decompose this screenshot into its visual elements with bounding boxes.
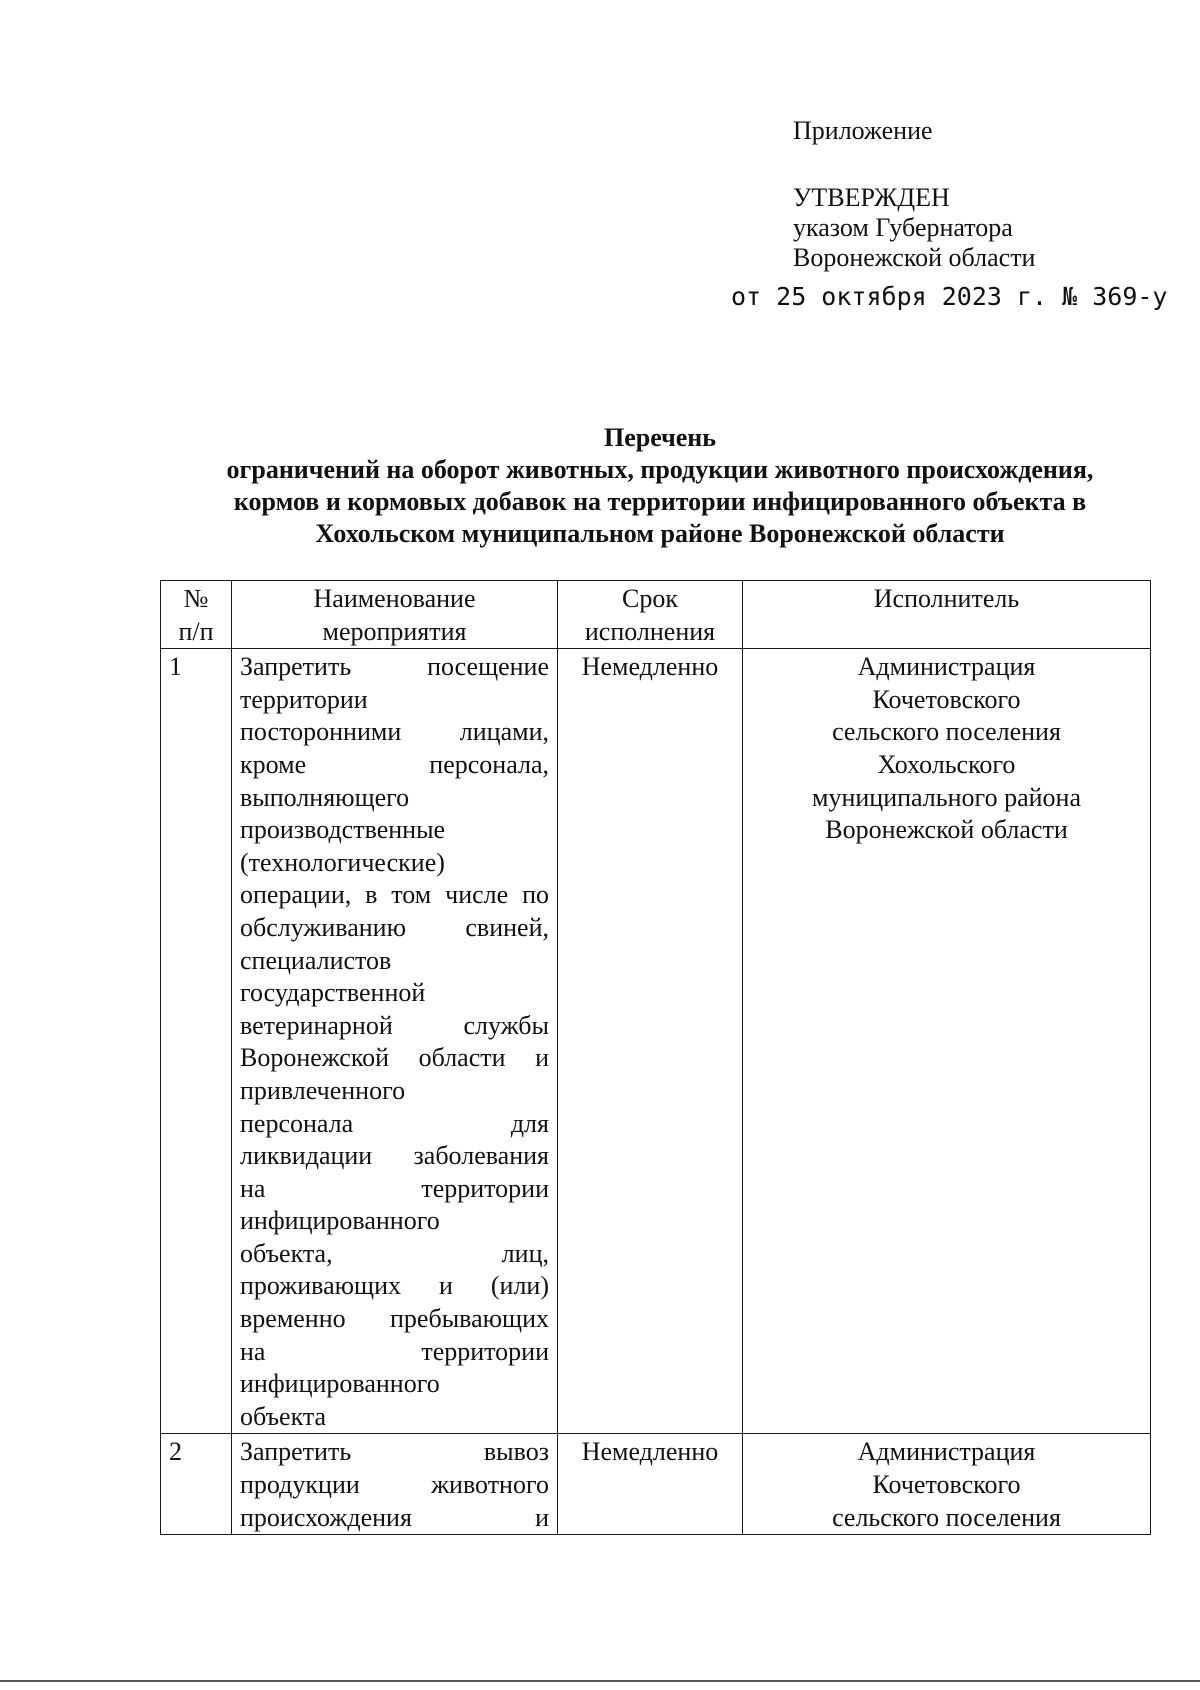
measure-line: производственные bbox=[240, 815, 446, 845]
measure-line: Запретить вывоз bbox=[240, 1437, 549, 1467]
approved-by: указом Губернатора bbox=[793, 213, 1013, 242]
executor-line: Хохольского bbox=[877, 749, 1016, 779]
executor-line: Воронежской области bbox=[825, 815, 1068, 845]
measure-line: посторонними лицами, bbox=[240, 717, 549, 747]
measure-line: Запретить посещение bbox=[240, 652, 549, 682]
header-num bbox=[161, 581, 232, 649]
executor-line: сельского поселения bbox=[832, 717, 1061, 747]
header-term bbox=[558, 581, 743, 649]
measure-line: обслуживанию свиней, bbox=[240, 912, 549, 942]
table-header-row bbox=[161, 581, 1151, 649]
row-measure bbox=[232, 649, 558, 1434]
page-bottom-rule bbox=[0, 1680, 1200, 1682]
header-executor-line: Исполнитель bbox=[873, 584, 1020, 613]
title-line-2: ограничений на оборот животных, продукции животного происхождения, bbox=[226, 455, 1094, 484]
title-line-4: Хохольском муниципальном районе Воронежской области bbox=[315, 519, 1005, 548]
measure-line: на территории bbox=[240, 1173, 549, 1203]
measure-line: ветеринарной службы bbox=[240, 1010, 549, 1040]
title-line-3: кормов и кормовых добавок на территории инфицированного объекта в bbox=[233, 487, 1087, 516]
header-num-line: № bbox=[183, 584, 209, 613]
row-term: Немедленно bbox=[558, 649, 743, 1434]
measure-line: операции, в том числе по bbox=[240, 880, 549, 910]
row-executor bbox=[743, 1434, 1151, 1535]
measure-line: ликвидации заболевания bbox=[240, 1141, 549, 1171]
executor-line: Администрация bbox=[857, 1437, 1036, 1467]
table-row bbox=[161, 649, 1151, 1434]
executor-line: Администрация bbox=[857, 652, 1036, 682]
approved-region: Воронежской области bbox=[793, 243, 1036, 272]
measure-line: инфицированного bbox=[240, 1206, 440, 1236]
header-measure-line: мероприятия bbox=[322, 616, 467, 646]
measure-line: инфицированного bbox=[240, 1369, 440, 1399]
header-measure-line: Наименование bbox=[313, 584, 476, 613]
header-term-line: исполнения bbox=[584, 616, 716, 646]
measure-line: выполняющего bbox=[240, 782, 410, 812]
measure-line: объекта bbox=[240, 1401, 327, 1431]
row-measure bbox=[232, 1434, 558, 1535]
header-measure bbox=[232, 581, 558, 649]
executor-line: Кочетовского bbox=[872, 1470, 1021, 1500]
row-term: Немедленно bbox=[558, 1434, 743, 1535]
row-num: 2 bbox=[161, 1434, 232, 1535]
measure-line: (технологические) bbox=[240, 847, 445, 877]
executor-line: Кочетовского bbox=[872, 684, 1021, 714]
approved-label: УТВЕРЖДЕН bbox=[793, 183, 950, 212]
measure-line: проживающих и (или) bbox=[240, 1271, 549, 1301]
header-num-line: п/п bbox=[178, 616, 214, 646]
measure-line: временно пребывающих bbox=[240, 1304, 549, 1334]
table-row bbox=[161, 1434, 1151, 1535]
measure-line: территории bbox=[240, 684, 368, 714]
executor-line: муниципального района bbox=[812, 782, 1081, 812]
measure-line: Воронежской области и bbox=[240, 1043, 549, 1073]
row-executor bbox=[743, 649, 1151, 1434]
measures-table bbox=[160, 580, 1151, 1535]
document-title bbox=[130, 422, 1190, 550]
measure-line: объекта, лиц, bbox=[240, 1238, 549, 1268]
measure-line: продукции животного bbox=[240, 1470, 549, 1500]
row-num: 1 bbox=[161, 649, 232, 1434]
executor-line: сельского поселения bbox=[832, 1502, 1061, 1532]
measure-line: происхождения и bbox=[240, 1502, 549, 1532]
header-term-line: Срок bbox=[622, 584, 678, 613]
title-line-1: Перечень bbox=[603, 423, 717, 452]
measure-line: персонала для bbox=[240, 1108, 549, 1138]
decree-reference: от 25 октября 2023 г. № 369-у bbox=[731, 282, 1168, 311]
measure-line: специалистов bbox=[240, 945, 392, 975]
header-executor bbox=[743, 581, 1151, 649]
measure-line: привлеченного bbox=[240, 1075, 406, 1105]
measure-line: кроме персонала, bbox=[240, 749, 549, 779]
appendix-label: Приложение bbox=[793, 116, 933, 145]
measure-line: на территории bbox=[240, 1336, 549, 1366]
approval-block bbox=[793, 116, 1035, 273]
measure-line: государственной bbox=[240, 978, 426, 1008]
